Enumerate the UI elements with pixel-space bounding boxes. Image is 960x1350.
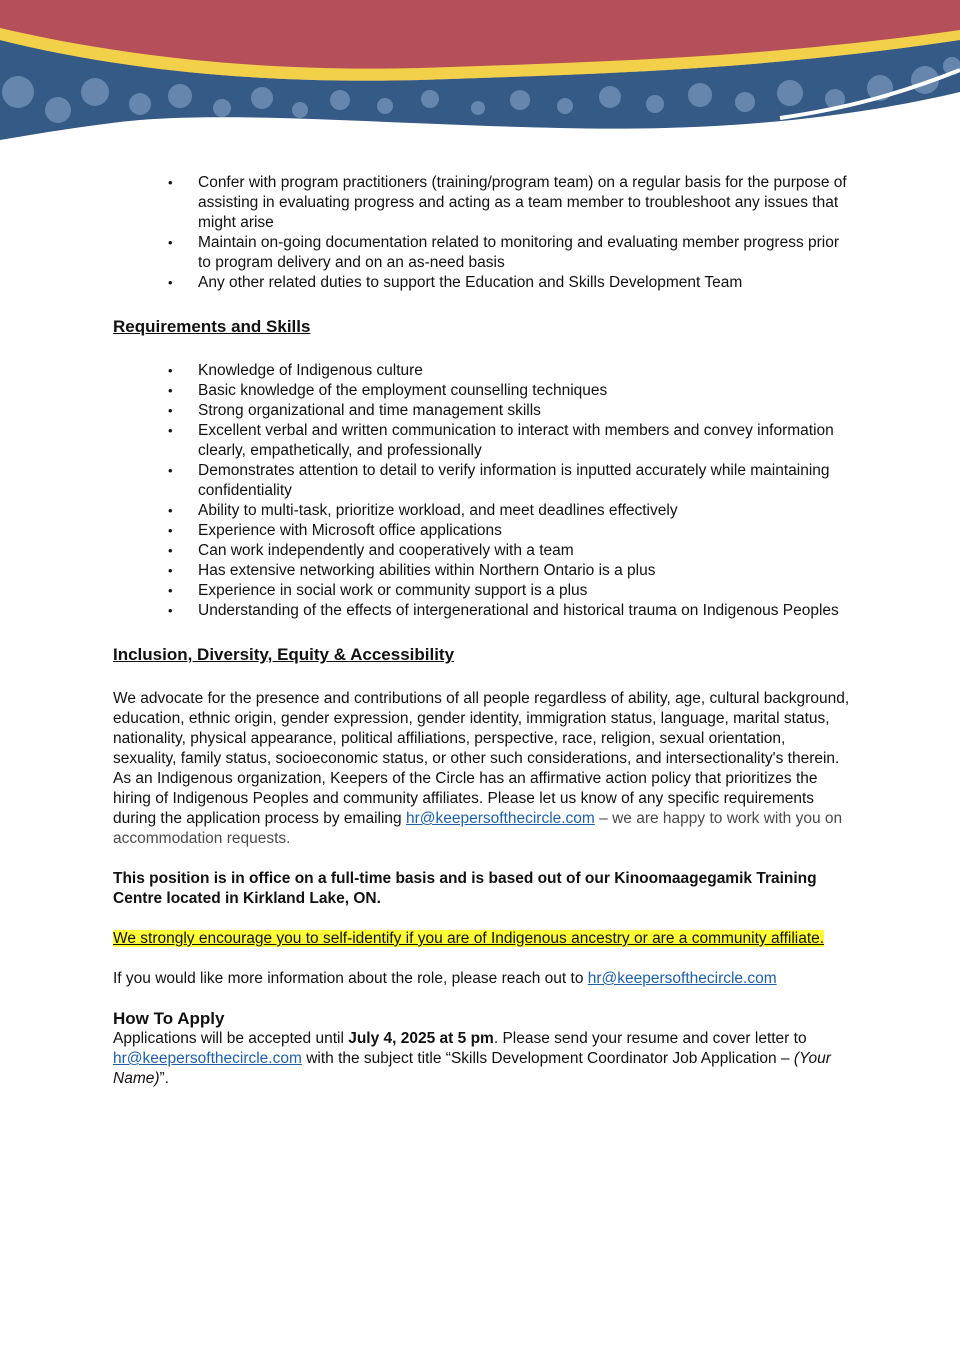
bullet-icon: • — [168, 463, 173, 478]
list-item: • Can work independently and cooperatively with a team — [168, 542, 574, 559]
list-item: • Any other related duties to support the Education and Skills Development Team — [168, 274, 743, 291]
self-identify-note: We strongly encourage you to self-identify if you are of Indigenous ancestry or are a community affiliate. — [113, 930, 825, 947]
bullet-icon: • — [168, 235, 173, 250]
inclusion-paragraph: We advocate for the presence and contributions of all people regardless of ability, age, cultural background, education, ethnic origin, gender expression, gender identity, immigration status, language, marital status, nationality, physical appearance, political affiliations, perspective, race, religion, sexual orientation, sexuality, family status, socioeconomic status, or other such considerations, and intersectionality's therein. As an Indigenous organization, Keepers of the Circle has an affirmative action policy that prioritizes the hiring of Indigenous Peoples and community affiliates. Please let us know of any specific requirements during the application process by emailing hr@keepersofthecircle.com – we are happy to work with you on accommodation requests. — [113, 690, 850, 847]
email-link[interactable]: hr@keepersofthecircle.com — [587, 970, 777, 987]
list-item: • Understanding of the effects of intergenerational and historical trauma on Indigenous Peoples — [168, 602, 839, 619]
bullet-icon: • — [168, 523, 173, 538]
name-placeholder: (Your Name) — [113, 1050, 831, 1087]
bullet-icon: • — [168, 423, 173, 438]
list-item: • Ability to multi-task, prioritize workload, and meet deadlines effectively — [168, 502, 678, 519]
bullet-icon: • — [168, 603, 173, 618]
list-item: • Has extensive networking abilities within Northern Ontario is a plus — [168, 562, 656, 579]
office-location-note: This position is in office on a full-time basis and is based out of our Kinoomaagegamik Training Centre located in Kirkland Lake, ON. — [113, 870, 817, 907]
list-item: • Demonstrates attention to detail to verify information is inputted accurately while maintaining confidentiality — [168, 462, 830, 499]
bullet-icon: • — [168, 363, 173, 378]
bullet-icon: • — [168, 275, 173, 290]
email-link[interactable]: hr@keepersofthecircle.com — [113, 1050, 302, 1067]
email-link[interactable]: hr@keepersofthecircle.com — [405, 810, 595, 827]
inclusion-heading: Inclusion, Diversity, Equity & Accessibility — [113, 645, 455, 664]
how-to-apply-paragraph: Applications will be accepted until July 4, 2025 at 5 pm. Please send your resume and cover letter to hr@keepersofthecircle.com with the subject title “Skills Development Coordinator Job Application – (Your Name)”. — [113, 1030, 831, 1087]
requirements-heading: Requirements and Skills — [113, 317, 311, 336]
header-wave-banner — [0, 0, 960, 145]
bullet-icon: • — [168, 403, 173, 418]
document-body — [113, 173, 853, 1089]
list-item: • Strong organizational and time management skills — [168, 402, 541, 419]
bullet-icon: • — [168, 583, 173, 598]
requirements-list — [113, 361, 853, 621]
list-item: • Knowledge of Indigenous culture — [168, 362, 423, 379]
bullet-icon: • — [168, 175, 173, 190]
bullet-icon: • — [168, 543, 173, 558]
bullet-icon: • — [168, 563, 173, 578]
more-info-paragraph: If you would like more information about the role, please reach out to hr@keepersofthecircle.com — [113, 970, 777, 987]
list-item: • Confer with program practitioners (training/program team) on a regular basis for the purpose of assisting in evaluating progress and acting as a team member to troubleshoot any issues that might arise — [168, 174, 847, 231]
list-item: • Maintain on-going documentation related to monitoring and evaluating member progress prior to program delivery and on an as-need basis — [168, 234, 840, 271]
list-item: • Excellent verbal and written communication to interact with members and convey information clearly, empathetically, and professionally — [168, 422, 834, 459]
deadline: July 4, 2025 at 5 pm — [348, 1030, 494, 1047]
how-to-apply-heading: How To Apply — [113, 1009, 225, 1028]
list-item: • Basic knowledge of the employment counselling techniques — [168, 382, 608, 399]
list-item: • Experience in social work or community support is a plus — [168, 582, 588, 599]
list-item: • Experience with Microsoft office applications — [168, 522, 502, 539]
duties-list — [113, 173, 853, 293]
bullet-icon: • — [168, 383, 173, 398]
bullet-icon: • — [168, 503, 173, 518]
